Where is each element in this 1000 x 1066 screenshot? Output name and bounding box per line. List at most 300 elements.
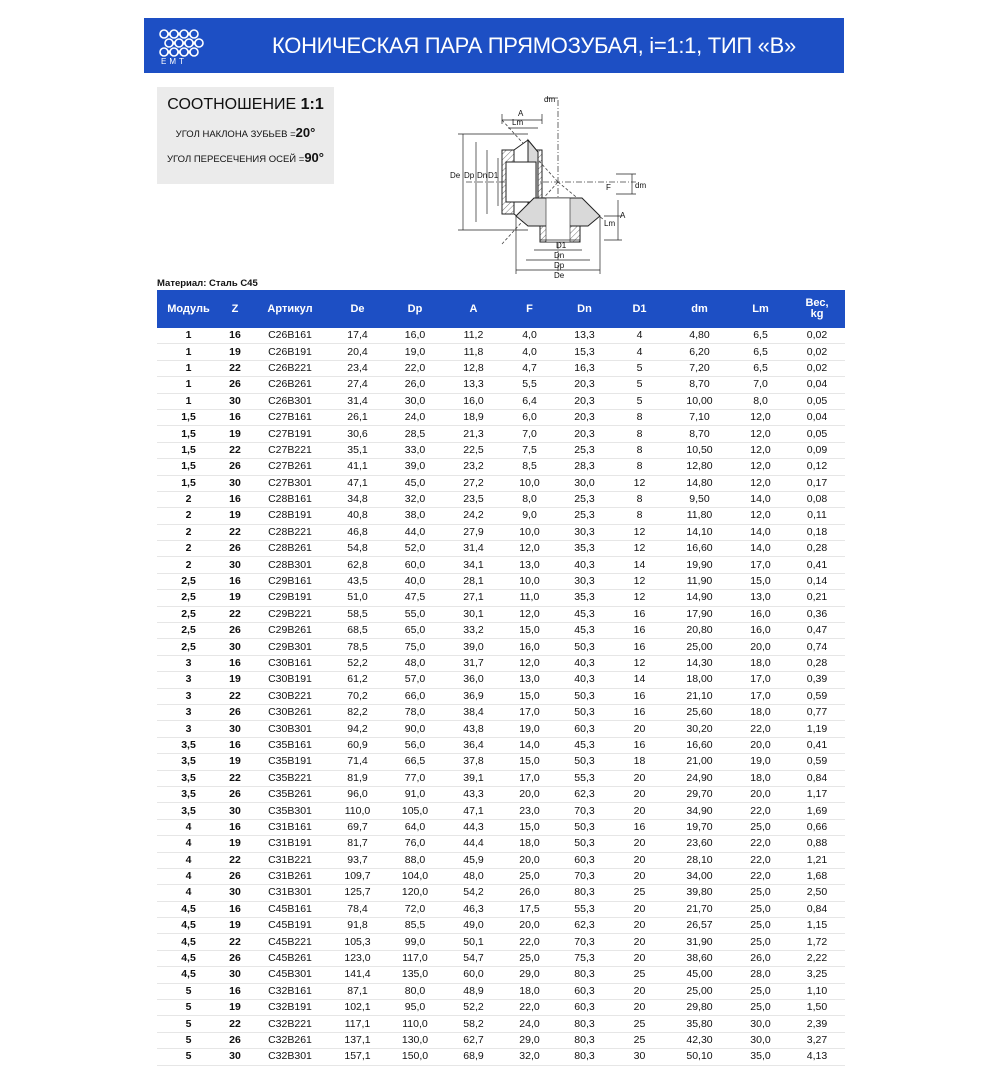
- column-header: F: [502, 290, 557, 328]
- table-cell: 12: [612, 541, 667, 557]
- table-cell: 12,0: [502, 655, 557, 671]
- table-row: [157, 541, 845, 557]
- table-cell: 16,3: [557, 360, 612, 376]
- table-cell: 26: [220, 541, 250, 557]
- table-cell: C29B191: [250, 590, 330, 606]
- table-cell: 39,0: [445, 639, 502, 655]
- table-row: [157, 524, 845, 540]
- table-cell: 19: [220, 836, 250, 852]
- table-cell: 20: [612, 852, 667, 868]
- table-cell: 2,50: [789, 885, 845, 901]
- table-cell: 4,80: [667, 328, 732, 344]
- table-cell: 22: [220, 442, 250, 458]
- table-cell: 17,90: [667, 606, 732, 622]
- table-cell: 69,7: [330, 819, 385, 835]
- table-cell: C28B221: [250, 524, 330, 540]
- table-cell: 20,0: [502, 918, 557, 934]
- label-de-bottom: De: [554, 271, 565, 280]
- table-cell: 20,80: [667, 623, 732, 639]
- table-cell: 48,0: [385, 655, 445, 671]
- table-cell: 4: [157, 852, 220, 868]
- table-cell: 16: [220, 573, 250, 589]
- table-cell: 55,3: [557, 770, 612, 786]
- table-cell: 37,8: [445, 754, 502, 770]
- table-cell: 35,1: [330, 442, 385, 458]
- table-cell: 7,20: [667, 360, 732, 376]
- table-cell: 1,10: [789, 983, 845, 999]
- axes-angle-line: [157, 150, 334, 165]
- table-cell: 28,1: [445, 573, 502, 589]
- table-cell: 40,0: [385, 573, 445, 589]
- table-cell: 54,2: [445, 885, 502, 901]
- table-cell: 50,3: [557, 836, 612, 852]
- table-row: [157, 1032, 845, 1048]
- label-d1: D1: [488, 171, 499, 180]
- table-cell: 105,3: [330, 934, 385, 950]
- label-f: F: [606, 183, 611, 192]
- table-cell: 23,2: [445, 459, 502, 475]
- ratio-box: [157, 87, 334, 184]
- table-cell: 99,0: [385, 934, 445, 950]
- table-cell: C32B261: [250, 1032, 330, 1048]
- table-cell: 5: [612, 360, 667, 376]
- spec-table: [157, 290, 845, 1066]
- axes-angle-value: 90°: [304, 150, 324, 165]
- table-cell: 0,28: [789, 541, 845, 557]
- table-cell: 55,0: [385, 606, 445, 622]
- table-cell: 0,04: [789, 377, 845, 393]
- table-cell: 0,11: [789, 508, 845, 524]
- table-cell: 45,0: [385, 475, 445, 491]
- table-cell: 29,0: [502, 967, 557, 983]
- table-cell: 2: [157, 541, 220, 557]
- table-cell: 65,0: [385, 623, 445, 639]
- column-header: Вес, kg: [789, 290, 845, 328]
- table-cell: 23,60: [667, 836, 732, 852]
- table-cell: 3,5: [157, 770, 220, 786]
- table-cell: 82,2: [330, 704, 385, 720]
- table-cell: 8: [612, 508, 667, 524]
- table-cell: C35B191: [250, 754, 330, 770]
- table-cell: 81,7: [330, 836, 385, 852]
- table-cell: 43,3: [445, 786, 502, 802]
- table-cell: 157,1: [330, 1049, 385, 1065]
- table-cell: 70,3: [557, 868, 612, 884]
- table-cell: 52,2: [330, 655, 385, 671]
- table-cell: 26: [220, 868, 250, 884]
- table-cell: 20: [612, 721, 667, 737]
- table-cell: C27B191: [250, 426, 330, 442]
- table-cell: 19,0: [385, 344, 445, 360]
- table-cell: 88,0: [385, 852, 445, 868]
- table-cell: 17,0: [732, 672, 789, 688]
- table-cell: 5,5: [502, 377, 557, 393]
- table-cell: C29B221: [250, 606, 330, 622]
- table-cell: 81,9: [330, 770, 385, 786]
- table-cell: C27B301: [250, 475, 330, 491]
- table-cell: 72,0: [385, 901, 445, 917]
- table-cell: 30,0: [732, 1032, 789, 1048]
- table-cell: 26,1: [330, 409, 385, 425]
- table-cell: 0,05: [789, 393, 845, 409]
- column-header: dm: [667, 290, 732, 328]
- table-cell: 0,88: [789, 836, 845, 852]
- table-cell: 60,0: [385, 557, 445, 573]
- table-cell: 18,0: [732, 770, 789, 786]
- table-cell: 51,0: [330, 590, 385, 606]
- ratio-title-label: СООТНОШЕНИЕ: [167, 96, 297, 113]
- table-cell: 35,0: [732, 1049, 789, 1065]
- table-cell: 3: [157, 655, 220, 671]
- table-cell: 2,5: [157, 590, 220, 606]
- table-cell: 95,0: [385, 1000, 445, 1016]
- table-cell: C32B301: [250, 1049, 330, 1065]
- lower-gear: [516, 198, 600, 242]
- table-cell: 23,5: [445, 491, 502, 507]
- table-cell: 0,05: [789, 426, 845, 442]
- table-cell: 14,80: [667, 475, 732, 491]
- table-cell: 2,22: [789, 950, 845, 966]
- table-cell: 4,0: [502, 328, 557, 344]
- label-lm-top: Lm: [512, 118, 524, 127]
- ratio-value: 1:1: [300, 96, 324, 113]
- table-cell: 55,3: [557, 901, 612, 917]
- table-row: [157, 360, 845, 376]
- table-cell: 0,02: [789, 328, 845, 344]
- table-cell: 1: [157, 360, 220, 376]
- table-cell: 32,0: [502, 1049, 557, 1065]
- table-cell: 30,3: [557, 573, 612, 589]
- table-cell: 20: [612, 918, 667, 934]
- table-cell: 40,3: [557, 672, 612, 688]
- table-cell: 25,0: [732, 819, 789, 835]
- table-cell: 30: [220, 885, 250, 901]
- table-cell: 2: [157, 524, 220, 540]
- label-de: De: [450, 171, 461, 180]
- table-cell: 16: [220, 983, 250, 999]
- table-cell: 0,59: [789, 754, 845, 770]
- table-cell: 20,3: [557, 409, 612, 425]
- column-header: Lm: [732, 290, 789, 328]
- table-cell: 20: [612, 836, 667, 852]
- table-cell: 1,19: [789, 721, 845, 737]
- table-cell: 5: [157, 1049, 220, 1065]
- table-cell: 26,0: [502, 885, 557, 901]
- table-cell: 30: [220, 967, 250, 983]
- table-row: [157, 721, 845, 737]
- table-cell: 0,18: [789, 524, 845, 540]
- table-cell: 24,0: [502, 1016, 557, 1032]
- table-cell: 30,20: [667, 721, 732, 737]
- table-cell: 4: [157, 836, 220, 852]
- table-cell: 62,8: [330, 557, 385, 573]
- table-cell: C45B261: [250, 950, 330, 966]
- table-cell: 62,3: [557, 786, 612, 802]
- table-cell: 120,0: [385, 885, 445, 901]
- table-cell: 54,8: [330, 541, 385, 557]
- table-cell: 4,7: [502, 360, 557, 376]
- table-cell: 0,47: [789, 623, 845, 639]
- table-cell: C45B301: [250, 967, 330, 983]
- table-cell: 25,0: [732, 885, 789, 901]
- table-cell: 30: [220, 721, 250, 737]
- table-cell: 40,8: [330, 508, 385, 524]
- table-cell: 30,0: [385, 393, 445, 409]
- table-cell: 0,36: [789, 606, 845, 622]
- table-cell: C28B261: [250, 541, 330, 557]
- table-cell: 15,0: [502, 754, 557, 770]
- table-cell: 56,0: [385, 737, 445, 753]
- table-row: [157, 508, 845, 524]
- table-cell: 87,1: [330, 983, 385, 999]
- table-cell: 16,0: [732, 606, 789, 622]
- table-cell: 5: [157, 983, 220, 999]
- table-cell: 16,60: [667, 541, 732, 557]
- table-row: [157, 901, 845, 917]
- table-cell: 20: [612, 770, 667, 786]
- table-cell: 14,0: [502, 737, 557, 753]
- table-cell: 26: [220, 623, 250, 639]
- table-cell: 19: [220, 590, 250, 606]
- table-row: [157, 459, 845, 475]
- table-cell: 0,04: [789, 409, 845, 425]
- table-cell: 22,5: [445, 442, 502, 458]
- table-cell: 2,5: [157, 606, 220, 622]
- table-cell: 1,5: [157, 409, 220, 425]
- table-cell: 5: [612, 377, 667, 393]
- table-cell: 36,0: [445, 672, 502, 688]
- table-cell: 19,70: [667, 819, 732, 835]
- table-cell: 3: [157, 672, 220, 688]
- table-cell: 21,10: [667, 688, 732, 704]
- table-cell: 30: [220, 803, 250, 819]
- table-cell: 12: [612, 573, 667, 589]
- table-cell: 57,0: [385, 672, 445, 688]
- table-cell: 3: [157, 721, 220, 737]
- table-cell: 20,4: [330, 344, 385, 360]
- table-row: [157, 770, 845, 786]
- table-cell: 25,0: [732, 983, 789, 999]
- table-cell: 14,90: [667, 590, 732, 606]
- table-cell: 30,1: [445, 606, 502, 622]
- table-cell: 123,0: [330, 950, 385, 966]
- table-cell: C45B221: [250, 934, 330, 950]
- table-cell: 28,10: [667, 852, 732, 868]
- table-cell: 26: [220, 377, 250, 393]
- table-cell: 47,1: [330, 475, 385, 491]
- table-cell: 52,0: [385, 541, 445, 557]
- table-cell: 17,5: [502, 901, 557, 917]
- table-cell: 96,0: [330, 786, 385, 802]
- table-cell: 0,66: [789, 819, 845, 835]
- table-cell: 10,0: [502, 573, 557, 589]
- table-cell: 30,0: [732, 1016, 789, 1032]
- table-cell: 30: [612, 1049, 667, 1065]
- table-cell: 36,9: [445, 688, 502, 704]
- table-cell: 17,0: [502, 704, 557, 720]
- table-cell: 23,4: [330, 360, 385, 376]
- table-cell: 30: [220, 393, 250, 409]
- table-row: [157, 328, 845, 344]
- table-cell: 14,10: [667, 524, 732, 540]
- table-cell: 15,0: [502, 623, 557, 639]
- table-cell: 0,14: [789, 573, 845, 589]
- table-cell: 80,3: [557, 1049, 612, 1065]
- table-cell: 12,0: [732, 426, 789, 442]
- table-cell: 25,00: [667, 983, 732, 999]
- table-cell: 14,0: [732, 541, 789, 557]
- table-cell: 22,0: [385, 360, 445, 376]
- table-cell: 12: [612, 655, 667, 671]
- table-cell: 20: [612, 868, 667, 884]
- table-cell: 19,90: [667, 557, 732, 573]
- table-cell: 40,3: [557, 557, 612, 573]
- table-cell: C27B261: [250, 459, 330, 475]
- table-cell: 20,3: [557, 393, 612, 409]
- table-cell: 4: [612, 328, 667, 344]
- axes-angle-label: УГОЛ ПЕРЕСЕЧЕНИЯ ОСЕЙ =: [167, 154, 305, 165]
- table-cell: 0,41: [789, 737, 845, 753]
- table-cell: C28B191: [250, 508, 330, 524]
- table-cell: 20,0: [732, 639, 789, 655]
- table-cell: 135,0: [385, 967, 445, 983]
- table-cell: 4,13: [789, 1049, 845, 1065]
- table-cell: 12,0: [732, 508, 789, 524]
- table-cell: 17,0: [732, 557, 789, 573]
- table-cell: 18,0: [502, 983, 557, 999]
- table-cell: 14: [612, 672, 667, 688]
- table-cell: 19: [220, 918, 250, 934]
- table-cell: 8: [612, 409, 667, 425]
- table-cell: 14,0: [732, 524, 789, 540]
- table-cell: 60,0: [445, 967, 502, 983]
- table-row: [157, 409, 845, 425]
- table-row: [157, 590, 845, 606]
- table-cell: 50,3: [557, 688, 612, 704]
- table-cell: 25: [612, 967, 667, 983]
- table-row: [157, 950, 845, 966]
- table-cell: 24,90: [667, 770, 732, 786]
- table-cell: 39,1: [445, 770, 502, 786]
- table-row: [157, 737, 845, 753]
- label-d1-bottom: D1: [556, 241, 567, 250]
- tooth-angle-label: УГОЛ НАКЛОНА ЗУБЬЕВ =: [175, 129, 296, 140]
- table-cell: C29B261: [250, 623, 330, 639]
- table-cell: 8,70: [667, 377, 732, 393]
- label-dp: Dp: [464, 171, 475, 180]
- table-cell: 25,3: [557, 442, 612, 458]
- table-cell: 25,0: [732, 901, 789, 917]
- table-cell: C30B191: [250, 672, 330, 688]
- table-cell: 3,5: [157, 803, 220, 819]
- table-cell: 39,0: [385, 459, 445, 475]
- table-cell: 16: [220, 409, 250, 425]
- table-cell: 12,0: [502, 606, 557, 622]
- header-banner: [144, 18, 844, 73]
- table-cell: 25: [612, 1032, 667, 1048]
- table-cell: 20,3: [557, 426, 612, 442]
- table-cell: 15,0: [732, 573, 789, 589]
- table-cell: 1,68: [789, 868, 845, 884]
- table-cell: 0,21: [789, 590, 845, 606]
- table-cell: 23,0: [502, 803, 557, 819]
- table-cell: 0,28: [789, 655, 845, 671]
- table-cell: 17,4: [330, 328, 385, 344]
- table-cell: 70,3: [557, 803, 612, 819]
- table-cell: 19: [220, 672, 250, 688]
- table-cell: 31,90: [667, 934, 732, 950]
- table-cell: 22: [220, 852, 250, 868]
- table-row: [157, 803, 845, 819]
- table-cell: 6,5: [732, 360, 789, 376]
- table-cell: C26B261: [250, 377, 330, 393]
- table-cell: 31,4: [330, 393, 385, 409]
- table-cell: 20: [612, 983, 667, 999]
- label-lm-right: Lm: [604, 219, 616, 228]
- table-cell: 46,8: [330, 524, 385, 540]
- table-row: [157, 1000, 845, 1016]
- table-cell: 91,0: [385, 786, 445, 802]
- table-row: [157, 573, 845, 589]
- ratio-title: [157, 96, 334, 114]
- table-cell: C35B301: [250, 803, 330, 819]
- table-cell: C32B191: [250, 1000, 330, 1016]
- table-cell: 50,3: [557, 704, 612, 720]
- table-cell: 58,5: [330, 606, 385, 622]
- table-cell: 91,8: [330, 918, 385, 934]
- table-cell: 102,1: [330, 1000, 385, 1016]
- table-cell: 150,0: [385, 1049, 445, 1065]
- table-cell: 47,1: [445, 803, 502, 819]
- table-cell: 25,0: [732, 918, 789, 934]
- table-cell: 20: [612, 901, 667, 917]
- table-cell: 0,41: [789, 557, 845, 573]
- table-row: [157, 557, 845, 573]
- table-cell: 6,5: [732, 328, 789, 344]
- table-cell: 44,4: [445, 836, 502, 852]
- table-cell: 34,1: [445, 557, 502, 573]
- table-cell: 2,39: [789, 1016, 845, 1032]
- column-header: Модуль: [157, 290, 220, 328]
- table-cell: 13,3: [557, 328, 612, 344]
- table-cell: 50,3: [557, 754, 612, 770]
- table-cell: 20,3: [557, 377, 612, 393]
- table-cell: 12: [612, 590, 667, 606]
- table-cell: 20: [612, 934, 667, 950]
- table-cell: 22: [220, 770, 250, 786]
- table-cell: 70,2: [330, 688, 385, 704]
- table-cell: C26B161: [250, 328, 330, 344]
- table-cell: 20,0: [732, 737, 789, 753]
- table-cell: 141,4: [330, 967, 385, 983]
- table-row: [157, 393, 845, 409]
- table-cell: 22: [220, 606, 250, 622]
- table-cell: 40,3: [557, 655, 612, 671]
- table-cell: 22,0: [732, 868, 789, 884]
- table-row: [157, 967, 845, 983]
- table-cell: 54,7: [445, 950, 502, 966]
- table-cell: 32,0: [385, 491, 445, 507]
- table-cell: 38,60: [667, 950, 732, 966]
- table-cell: 0,59: [789, 688, 845, 704]
- table-cell: 52,2: [445, 1000, 502, 1016]
- table-cell: 12,80: [667, 459, 732, 475]
- column-header: Dn: [557, 290, 612, 328]
- table-cell: 17,0: [502, 770, 557, 786]
- table-cell: 38,4: [445, 704, 502, 720]
- table-cell: 1,5: [157, 442, 220, 458]
- table-cell: 26,57: [667, 918, 732, 934]
